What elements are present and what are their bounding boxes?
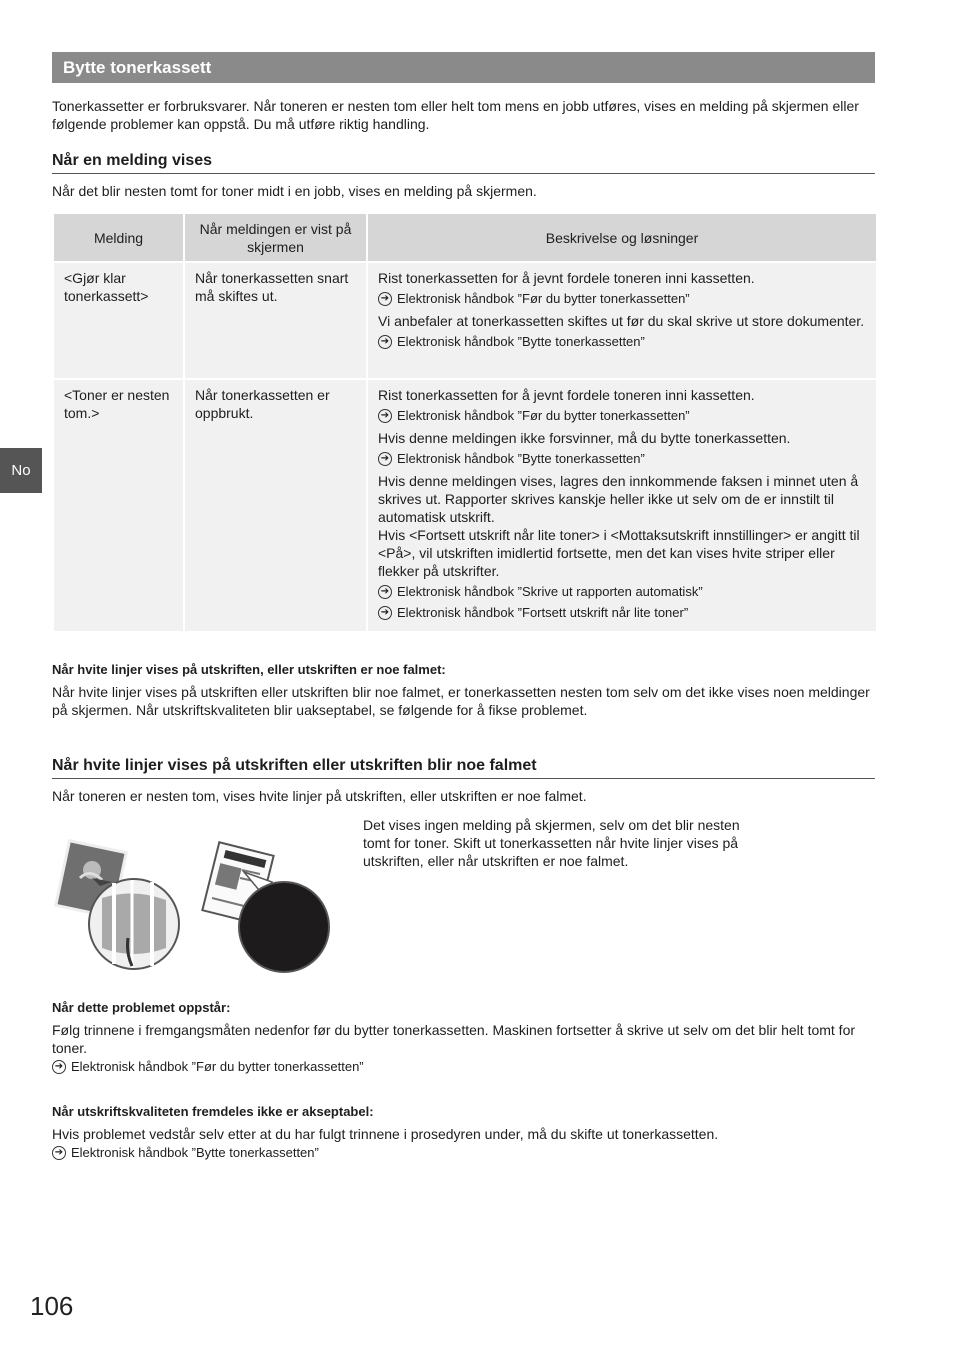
when-cell: Når tonerkassetten er oppbrukt. [184, 379, 367, 632]
faded-section-side-text: Det vises ingen melding på skjermen, selv om det blir nesten tomt for toner. Skift ut tonerkassetten når hvite linjer vises på utskriften, eller når utskriften er noe falmet. [363, 817, 740, 869]
manual-reference-text: Elektronisk håndbok ”Før du bytter tonerkassetten” [71, 1059, 364, 1074]
arrow-right-circle-icon: ➔ [378, 409, 392, 423]
manual-reference[interactable] [378, 291, 866, 307]
manual-reference[interactable] [378, 408, 866, 424]
arrow-right-circle-icon: ➔ [378, 452, 392, 466]
description-cell [367, 262, 877, 379]
page-number: 106 [30, 1291, 74, 1321]
arrow-right-circle-icon: ➔ [52, 1146, 66, 1160]
arrow-right-circle-icon: ➔ [378, 292, 392, 306]
message-cell: <Gjør klar tonerkassett> [53, 262, 184, 379]
description-text: Hvis denne meldingen ikke forsvinner, må du bytte tonerkassetten. [378, 430, 791, 446]
manual-reference-text: Elektronisk håndbok ”Bytte tonerkassetten” [71, 1145, 319, 1160]
manual-reference[interactable] [378, 334, 866, 350]
table-header-cell: Melding [53, 213, 184, 262]
section-title-bar: Bytte tonerkassett [52, 52, 875, 83]
message-section-text: Når det blir nesten tomt for toner midt i en jobb, vises en melding på skjermen. [52, 183, 537, 199]
faded-note-heading: Når hvite linjer vises på utskriften, eller utskriften er noe falmet: [52, 662, 446, 677]
table-header-cell: Når meldingen er vist på skjermen [184, 213, 367, 262]
manual-reference-text: Elektronisk håndbok ”Bytte tonerkassetten” [397, 451, 645, 466]
message-cell: <Toner er nesten tom.> [53, 379, 184, 632]
message-section-heading: Når en melding vises [52, 151, 875, 174]
table-row [53, 379, 877, 632]
problem-text: Følg trinnene i fremgangsmåten nedenfor før du bytter tonerkassetten. Maskinen fortsetter å skrive ut selv om det blir helt tomt for toner. [52, 1022, 856, 1056]
photo-magnifier [89, 878, 179, 969]
faded-note-text: Når hvite linjer vises på utskriften eller utskriften blir noe falmet, er tonerkassetten nesten tom selv om det ikke vises noen meldinger på skjermen. Når utskriftskvaliteten blir uakseptabel, se følgende for å fikse problemet. [52, 684, 870, 718]
manual-reference[interactable] [378, 451, 866, 467]
manual-reference-text: Elektronisk håndbok ”Før du bytter tonerkassetten” [397, 408, 690, 423]
table-header-row [53, 213, 877, 262]
faded-print-illustration [52, 838, 334, 978]
description-cell [367, 379, 877, 632]
arrow-right-circle-icon: ➔ [378, 335, 392, 349]
description-text: Hvis denne meldingen vises, lagres den innkommende faksen i minnet uten å skrives ut. Rapporter skrives kanskje heller ikke ut selv om de er innstilt til automatisk utskrift. [378, 473, 859, 525]
manual-reference[interactable] [378, 605, 866, 621]
description-text: Vi anbefaler at tonerkassetten skiftes ut før du skal skrive ut store dokumenter. [378, 313, 865, 329]
manual-reference-text: Elektronisk håndbok ”Fortsett utskrift når lite toner” [397, 605, 689, 620]
manual-reference[interactable] [52, 1145, 875, 1161]
description-text: Hvis <Fortsett utskrift når lite toner> i <Mottaksutskrift innstillinger> er angitt til <På>, vil utskriften imidlertid fortsette, men det kan vises hvite striper eller flekker på utskrifter. [378, 527, 860, 579]
description-text: Rist tonerkassetten for å jevnt fordele toneren inni kassetten. [378, 270, 755, 286]
quality-text: Hvis problemet vedstår selv etter at du har fulgt trinnene i prosedyren under, må du skifte ut tonerkassetten. [52, 1126, 719, 1142]
table-row [53, 262, 877, 379]
faded-section-heading: Når hvite linjer vises på utskriften eller utskriften blir noe falmet [52, 756, 875, 779]
arrow-right-circle-icon: ➔ [378, 585, 392, 599]
intro-text: Tonerkassetter er forbruksvarer. Når toneren er nesten tom eller helt tom mens en jobb utføres, vises en melding på skjermen eller følgende problemer kan oppstå. Du må utføre riktig handling. [52, 98, 859, 132]
arrow-right-circle-icon: ➔ [52, 1060, 66, 1074]
description-text: Rist tonerkassetten for å jevnt fordele toneren inni kassetten. [378, 387, 755, 403]
table-header-cell: Beskrivelse og løsninger [367, 213, 877, 262]
problem-heading: Når dette problemet oppstår: [52, 1000, 231, 1015]
arrow-right-circle-icon: ➔ [378, 606, 392, 620]
when-cell: Når tonerkassetten snart må skiftes ut. [184, 262, 367, 379]
manual-reference-text: Elektronisk håndbok ”Før du bytter tonerkassetten” [397, 291, 690, 306]
manual-reference-text: Elektronisk håndbok ”Skrive ut rapporten automatisk” [397, 584, 703, 599]
quality-heading: Når utskriftskvaliteten fremdeles ikke er akseptabel: [52, 1104, 374, 1119]
faded-section-text: Når toneren er nesten tom, vises hvite linjer på utskriften, eller utskriften er noe falmet. [52, 788, 587, 804]
manual-reference-text: Elektronisk håndbok ”Bytte tonerkassetten” [397, 334, 645, 349]
manual-reference[interactable] [378, 584, 866, 600]
manual-reference[interactable] [52, 1059, 875, 1075]
message-table [52, 212, 878, 633]
language-tab[interactable]: No [0, 448, 42, 493]
